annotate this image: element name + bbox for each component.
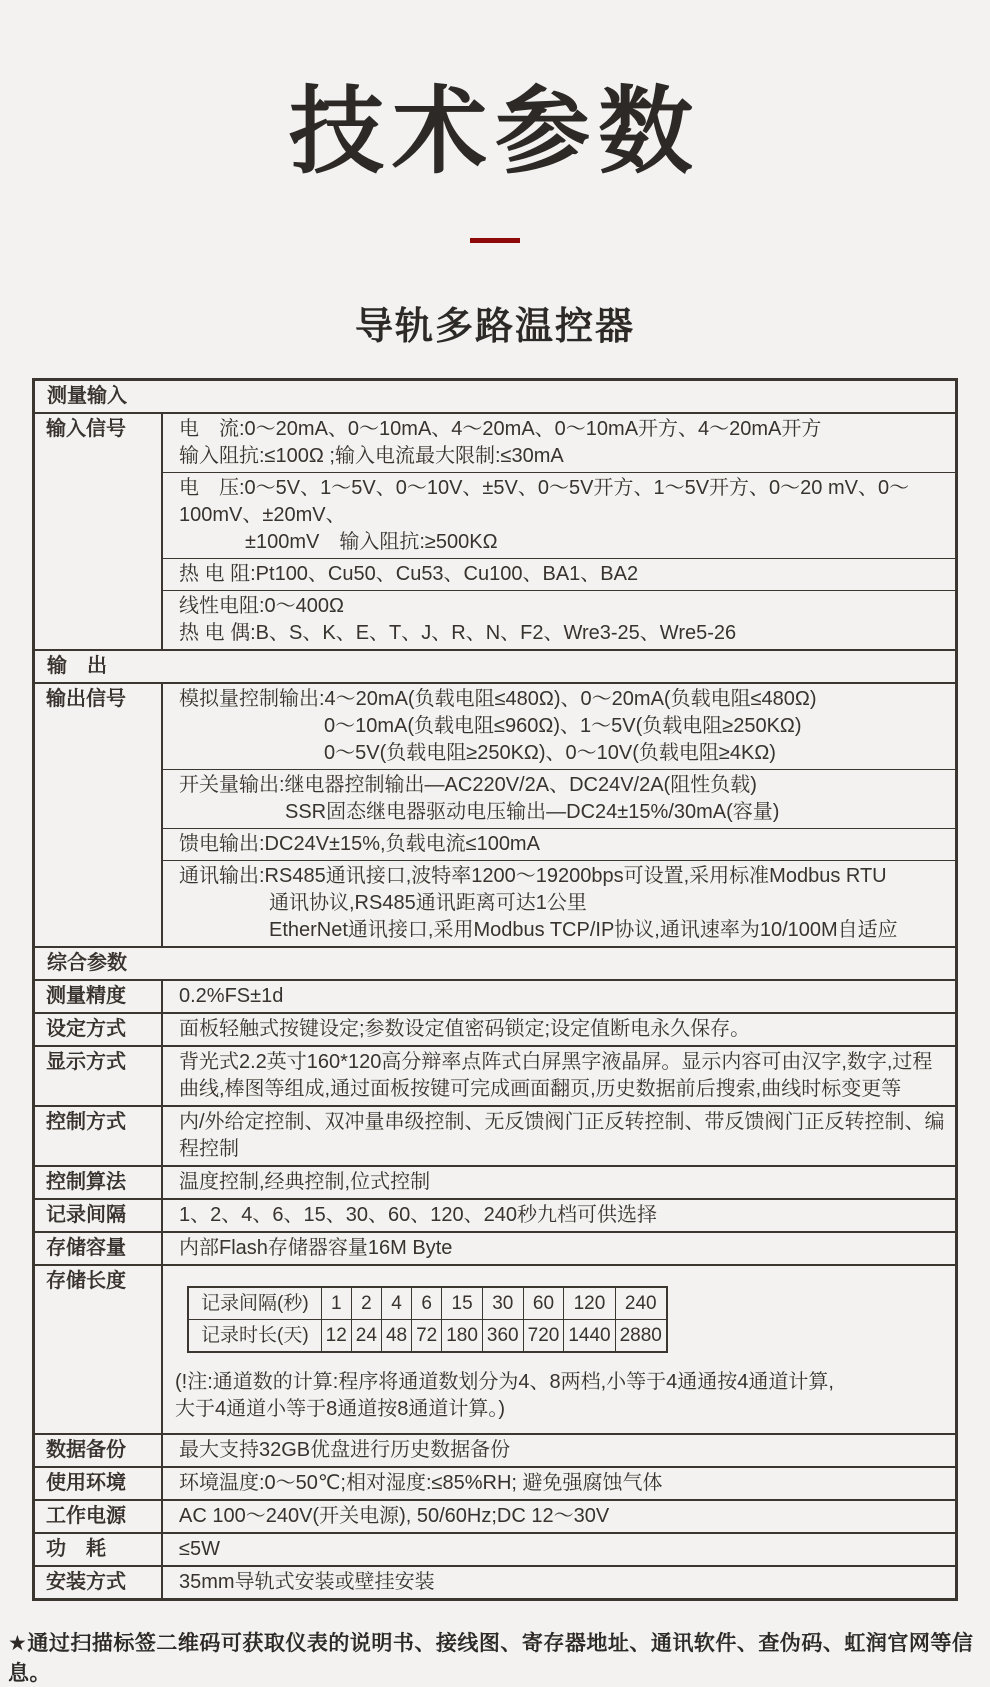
row-label: 使用环境 — [35, 1468, 163, 1499]
row-label: 工作电源 — [35, 1501, 163, 1532]
row-label: 记录间隔 — [35, 1200, 163, 1231]
row-label: 测量精度 — [35, 981, 163, 1012]
row-label: 功 耗 — [35, 1534, 163, 1565]
section-header-general: 综合参数 — [35, 948, 955, 981]
row-environment — [35, 1468, 955, 1501]
row-value: 温度控制,经典控制,位式控制 — [179, 1171, 431, 1193]
row-label: 显示方式 — [35, 1047, 163, 1105]
chart-cell: 2880 — [615, 1320, 667, 1353]
output-switch-spec: 开关量输出:继电器控制输出—AC220V/2A、DC24V/2A(阻性负载) SSR固态继电器驱动电压输出—DC24±15%/30mA(容量) — [163, 770, 955, 829]
row-value: 背光式2.2英寸160*120高分辩率点阵式白屏黑字液晶屏。显示内容可由汉字,数字,过程曲线,棒图等组成,通过面板按键可完成画面翻页,历史数据前后搜索,曲线时标变更等 — [179, 1051, 933, 1100]
input-rtd-spec: 热 电 阻:Pt100、Cu50、Cu53、Cu100、BA1、BA2 — [163, 559, 955, 591]
storage-chart-table — [187, 1286, 668, 1353]
row-value: 0.2%FS±1d — [179, 985, 284, 1007]
output-feed-spec: 馈电输出:DC24V±15%,负载电流≤100mA — [163, 829, 955, 861]
row-power-consumption — [35, 1534, 955, 1567]
section-header-measure-input: 测量输入 — [35, 381, 955, 414]
row-value: AC 100～240V(开关电源), 50/60Hz;DC 12～30V — [179, 1505, 610, 1527]
chart-cell: 72 — [412, 1320, 442, 1353]
row-label: 设定方式 — [35, 1014, 163, 1045]
chart-cell: 30 — [482, 1287, 523, 1320]
chart-cell: 24 — [351, 1320, 381, 1353]
row-label: 输出信号 — [35, 684, 163, 946]
storage-note: (!注:通道数的计算:程序将通道数划分为4、8两档,小等于4通通按4通道计算, 大于4通道小等于8通道按8通道计算。) — [175, 1371, 834, 1420]
chart-cell: 1 — [321, 1287, 351, 1320]
row-value: 环境温度:0～50℃;相对湿度:≤85%RH; 避免强腐蚀气体 — [179, 1472, 663, 1494]
output-comm-spec: 通讯输出:RS485通讯接口,波特率1200～19200bps可设置,采用标准Modbus RTU 通讯协议,RS485通讯距离可达1公里 EtherNet通讯接口,采用Modbus TCP/IP协议,通讯速率为10/100M自适应 — [179, 865, 898, 941]
page-title: 技术参数 — [288, 79, 701, 185]
chart-row-label: 记录时长(天) — [188, 1320, 321, 1353]
output-analog-spec: 模拟量控制输出:4～20mA(负载电阻≤480Ω)、0～20mA(负载电阻≤480Ω) 0～10mA(负载电阻≤960Ω)、1～5V(负载电阻≥250KΩ) 0～5V(负载电阻≥250KΩ)、0～10V(负载电阻≥4KΩ) — [163, 684, 955, 770]
input-voltage-spec: 电 压:0～5V、1～5V、0～10V、±5V、0～5V开方、1～5V开方、0～20 mV、0～100mV、±20mV、 ±100mV 输入阻抗:≥500KΩ — [163, 473, 955, 559]
row-power-supply — [35, 1501, 955, 1534]
chart-cell: 2 — [351, 1287, 381, 1320]
section-header-output: 输 出 — [35, 651, 955, 684]
row-output-signal — [35, 684, 955, 948]
chart-cell: 1440 — [564, 1320, 615, 1353]
chart-row-label: 记录间隔(秒) — [188, 1287, 321, 1320]
row-installation — [35, 1567, 955, 1598]
chart-cell: 6 — [412, 1287, 442, 1320]
chart-cell: 180 — [442, 1320, 483, 1353]
row-label: 数据备份 — [35, 1435, 163, 1466]
row-value: 面板轻触式按键设定;参数设定值密码锁定;设定值断电永久保存。 — [179, 1018, 751, 1040]
row-storage-length — [35, 1266, 955, 1435]
row-value: 内部Flash存储器容量16M Byte — [179, 1237, 453, 1259]
row-value: 最大支持32GB优盘进行历史数据备份 — [179, 1439, 511, 1461]
row-label: 控制算法 — [35, 1167, 163, 1198]
chart-cell: 12 — [321, 1320, 351, 1353]
chart-cell: 48 — [381, 1320, 411, 1353]
chart-cell: 360 — [482, 1320, 523, 1353]
product-subtitle: 导轨多路温控器 — [354, 306, 635, 348]
row-setting-method — [35, 1014, 955, 1047]
row-label: 控制方式 — [35, 1107, 163, 1165]
row-label: 存储容量 — [35, 1233, 163, 1264]
row-record-interval — [35, 1200, 955, 1233]
chart-cell: 120 — [564, 1287, 615, 1320]
chart-cell: 240 — [615, 1287, 667, 1320]
row-label: 存储长度 — [35, 1266, 163, 1433]
input-linear-thermocouple-spec: 线性电阻:0～400Ω 热 电 偶:B、S、K、E、T、J、R、N、F2、Wre3-25、Wre5-26 — [179, 595, 737, 644]
chart-cell: 60 — [523, 1287, 564, 1320]
row-input-signal — [35, 414, 955, 651]
row-accuracy — [35, 981, 955, 1014]
row-value: 内/外给定控制、双冲量串级控制、无反馈阀门正反转控制、带反馈阀门正反转控制、编程控制 — [179, 1111, 945, 1160]
title-divider — [470, 238, 520, 243]
row-storage-capacity — [35, 1233, 955, 1266]
row-data-backup — [35, 1435, 955, 1468]
chart-cell: 4 — [381, 1287, 411, 1320]
chart-cell: 720 — [523, 1320, 564, 1353]
row-value: 1、2、4、6、15、30、60、120、240秒九档可供选择 — [179, 1204, 657, 1226]
row-value: 35mm导轨式安装或壁挂安装 — [179, 1571, 435, 1593]
footnote: ★通过扫描标签二维码可获取仪表的说明书、接线图、寄存器地址、通讯软件、查伪码、虹润官网等信息。 — [8, 1632, 974, 1685]
chart-interval-row — [188, 1287, 667, 1320]
row-display-method — [35, 1047, 955, 1107]
spec-table — [32, 378, 958, 1601]
row-control-method — [35, 1107, 955, 1167]
row-control-algorithm — [35, 1167, 955, 1200]
row-label: 安装方式 — [35, 1567, 163, 1598]
chart-duration-row — [188, 1320, 667, 1353]
chart-cell: 15 — [442, 1287, 483, 1320]
row-value: ≤5W — [179, 1538, 220, 1560]
row-label: 输入信号 — [35, 414, 163, 649]
input-current-spec: 电 流:0～20mA、0～10mA、4～20mA、0～10mA开方、4～20mA开方 输入阻抗:≤100Ω ;输入电流最大限制:≤30mA — [163, 414, 955, 473]
